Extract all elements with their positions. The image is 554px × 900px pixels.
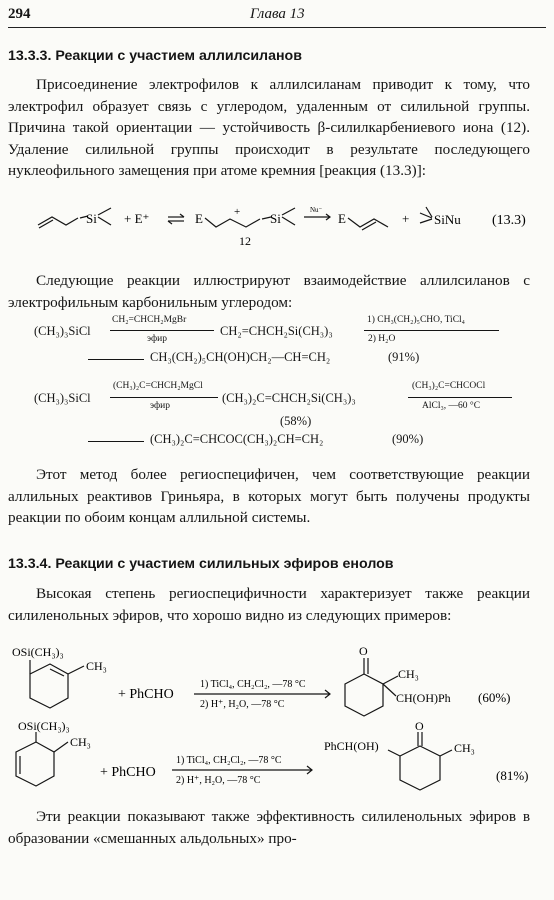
rxn1-step-top: 1) CH₃(CH₂)₅CHO, TiCl₄ [367,315,465,325]
paragraph-text: Высокая степень региоспецифичности характеризует также реакции силиленольных эфиров, что хорошо видно из следующих примеров: [8,585,530,624]
rxn2-product-yield: (58%) [280,414,312,428]
scheme-electrophile: + E⁺ [124,211,150,226]
page-number: 294 [8,6,31,22]
scheme-13-3 [0,195,554,255]
rxnB-yield: (81%) [496,768,529,783]
rxn2-step-bottom: AlCl₃, —60 °C [422,401,481,411]
scheme-e-2: E [338,211,346,226]
cyclohexanone-ring-b [400,746,440,790]
paragraph-carbonyl [8,270,530,313]
rxnB-carbonyl-o: O [415,719,424,733]
cyclohexene-ring-b [16,742,54,786]
rxnA-condition-top: 1) TiCl₄, CH₂Cl₂, —78 °C [200,679,306,690]
rxnA-methyl-label: CH₃ [86,659,107,673]
rxnB-methyl-label: CH₃ [70,735,91,749]
running-header: Глава 13 [250,6,305,22]
rxn2-arrow-1 [110,397,218,398]
rxn2-reagent-bottom: эфир [150,401,171,411]
reaction-a [0,640,554,730]
paragraph-silyl-enol [8,583,530,626]
rxn2-arrow-2 [408,397,512,398]
rxn2-yield: (90%) [392,432,424,446]
rxnB-product-methyl: CH₃ [454,741,475,755]
rxnB-osi-label: OSi(CH₃)₃ [18,719,70,733]
rxn2-reactant: (CH₃)₃SiCl [34,391,91,405]
scheme-nu-reagent: Nu⁻ [310,206,323,214]
rxnA-product-methyl: CH₃ [398,667,419,681]
rxn2-step-top: (CH₃)₂C=CHCOCl [412,381,486,391]
rxnA-yield: (60%) [478,690,511,705]
rxn1-reagent-bottom: эфир [147,334,168,344]
rxn2-arrow-3 [88,441,144,442]
header-rule [8,27,546,28]
rxnA-condition-bottom: 2) H⁺, H₂O, —78 °C [200,699,285,710]
rxn1-arrow-2 [364,330,499,331]
scheme-cation-plus: + [234,206,241,218]
rxnB-condition-bottom: 2) H⁺, H₂O, —78 °C [176,775,261,786]
rxn1-product: CH₂=CHCH₂Si(CH₃)₃ [220,324,333,338]
rxnB-product-substituent: PhCH(OH) [324,739,379,753]
scheme-e-1: E [195,211,203,226]
scheme-sinu: SiNu [434,212,461,227]
cyclohexanone-ring-a [345,674,383,716]
rxn2-reagent-top: (CH₃)₂C=CHCH₂MgCl [113,381,203,391]
paragraph-regiospecific [8,464,530,529]
rxn1-reagent-top: CH₂=CHCH₂MgBr [112,315,187,325]
rxnA-carbonyl-o: O [359,644,368,658]
rxn2-product: (CH₃)₂C=CHCH₂Si(CH₃)₃ [222,391,356,405]
rxn1-step-bottom: 2) H₂O [368,334,396,344]
paragraph-text: Присоединение электрофилов к аллилсиланам приводит к тому, что электрофил образует связь с углеродом, удаленным от силильной группы. Причина такой ориентации — устойчивость β-силилкарбениевого иона (12). Удаление силильной группы происходит в результате последующего нуклеофильного замещения при атоме кремния [реакция (13.3)]: [8,76,530,179]
rxn2-final: (CH₃)₂C=CHCOC(CH₃)₂CH=CH₂ [150,432,324,446]
rxn1-yield: (91%) [388,350,420,364]
rxnA-benzaldehyde: + PhCHO [118,687,174,702]
rxn1-arrow-3 [88,359,144,360]
paragraph-text: Эти реакции показывают также эффективность силиленольных эфиров в образовании «смешанных альдольных» про- [8,808,530,847]
rxn1-arrow-1 [110,330,214,331]
paragraph-text: Этот метод более региоспецифичен, чем соответствующие реакции аллильных реактивов Гриньяра, в которых могут быть получены продукты реакции по обоим концам аллильной системы. [8,466,530,526]
paragraph-intro [8,74,530,182]
paragraph-text: Следующие реакции иллюстрируют взаимодействие аллилсиланов с электрофильным карбонильным углеродом: [8,272,530,311]
scheme-si-1: Si [86,211,97,226]
scheme-si-2: Si [270,211,281,226]
equation-number: (13.3) [492,213,526,228]
allyl-chain [38,217,78,225]
reaction-b [0,718,554,802]
rxnA-product-substituent: CH(OH)Ph [396,691,451,705]
rxnB-condition-top: 1) TiCl₄, CH₂Cl₂, —78 °C [176,755,282,766]
paragraph-aldol [8,806,530,849]
cyclohexene-ring-a [30,664,68,708]
rxn1-reactant: (CH₃)₃SiCl [34,324,91,338]
rxnA-osi-label: OSi(CH₃)₃ [12,645,64,659]
section-heading-silyl-enol-ethers: 13.3.4. Реакции с участием силильных эфиров енолов [8,556,394,572]
scheme-plus: + [402,211,410,226]
rxn1-final: CH₃(CH₂)₅CH(OH)CH₂—CH=CH₂ [150,350,331,364]
rxnB-benzaldehyde: + PhCHO [100,765,156,780]
compound-label-12: 12 [239,234,251,248]
section-heading-allylsilanes: 13.3.3. Реакции с участием аллилсиланов [8,48,302,64]
